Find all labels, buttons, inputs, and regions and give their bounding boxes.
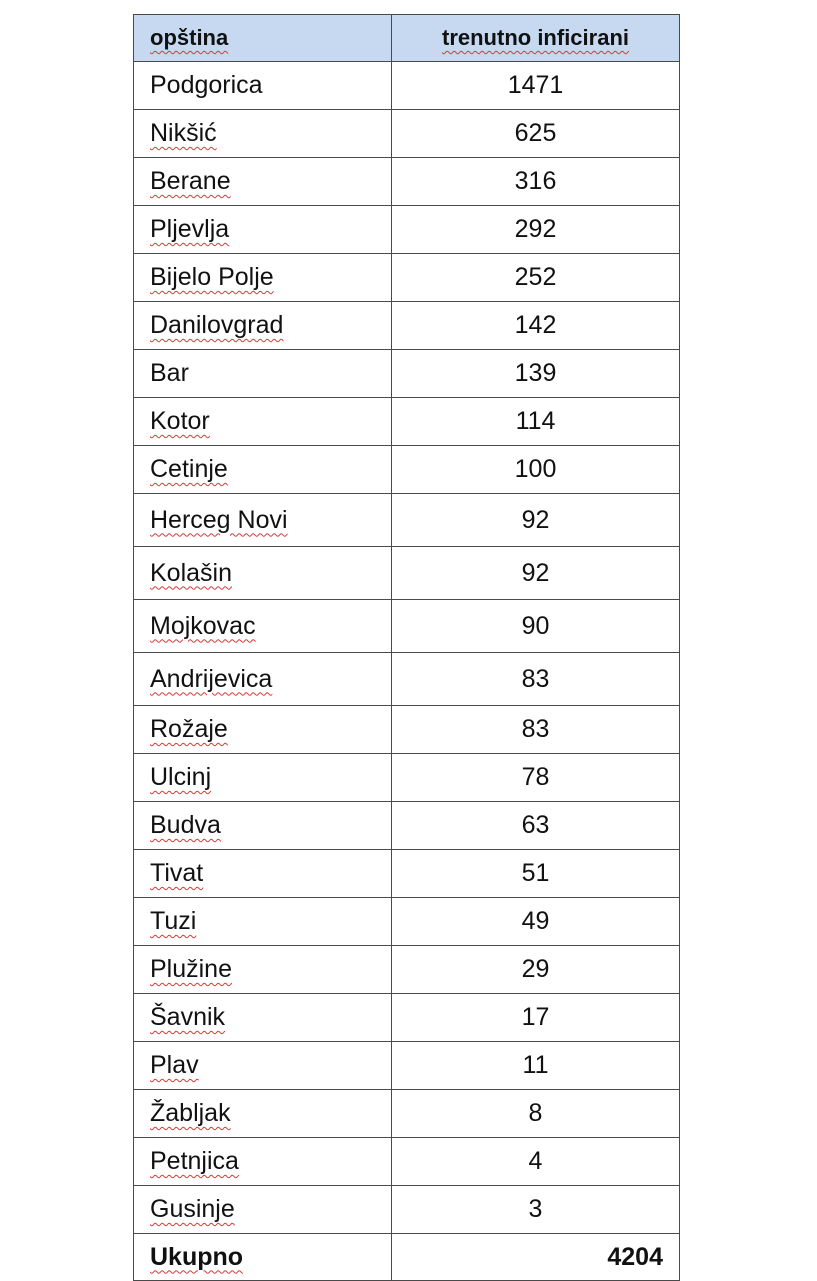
municipality-cell[interactable] xyxy=(134,350,392,398)
infected-count-cell[interactable] xyxy=(392,898,680,946)
municipality-name: Kotor xyxy=(150,407,210,435)
table-row xyxy=(134,494,680,547)
table-row xyxy=(134,1186,680,1234)
municipality-name: Podgorica xyxy=(150,71,263,99)
municipality-cell[interactable] xyxy=(134,946,392,994)
infected-count-cell[interactable] xyxy=(392,1186,680,1234)
infected-count: 90 xyxy=(521,611,550,640)
table-row xyxy=(134,946,680,994)
table-row xyxy=(134,206,680,254)
table-row xyxy=(134,850,680,898)
municipality-name: Pljevlja xyxy=(150,215,230,243)
table-row xyxy=(134,754,680,802)
infected-count-cell[interactable] xyxy=(392,994,680,1042)
infected-count-cell[interactable] xyxy=(392,398,680,446)
municipality-name: Tivat xyxy=(150,859,204,887)
municipality-cell[interactable] xyxy=(134,206,392,254)
municipality-name: Tuzi xyxy=(150,907,197,935)
total-value-cell[interactable] xyxy=(392,1234,680,1281)
infected-count: 51 xyxy=(521,859,550,887)
municipality-cell[interactable] xyxy=(134,1138,392,1186)
municipality-name: Budva xyxy=(150,811,221,839)
infected-count-cell[interactable] xyxy=(392,350,680,398)
table-row xyxy=(134,1090,680,1138)
infected-count: 92 xyxy=(521,505,550,534)
infected-count: 83 xyxy=(521,715,550,743)
municipality-cell[interactable] xyxy=(134,110,392,158)
municipality-cell[interactable] xyxy=(134,302,392,350)
infected-count-cell[interactable] xyxy=(392,1090,680,1138)
infected-count: 114 xyxy=(515,407,556,435)
municipality-cell[interactable] xyxy=(134,446,392,494)
total-value: 4204 xyxy=(607,1242,663,1271)
municipality-name: Mojkovac xyxy=(150,611,256,640)
infected-count-cell[interactable] xyxy=(392,706,680,754)
municipality-name: Rožaje xyxy=(150,715,228,743)
infected-count-cell[interactable] xyxy=(392,110,680,158)
table-row xyxy=(134,110,680,158)
table-row xyxy=(134,158,680,206)
municipality-name: Plav xyxy=(150,1051,199,1079)
municipality-name: Gusinje xyxy=(150,1195,235,1223)
municipality-cell[interactable] xyxy=(134,898,392,946)
infected-count: 625 xyxy=(514,119,557,147)
table-row xyxy=(134,446,680,494)
infected-count: 3 xyxy=(528,1195,543,1223)
municipality-name: Danilovgrad xyxy=(150,311,284,339)
municipality-cell[interactable] xyxy=(134,62,392,110)
total-row xyxy=(134,1234,680,1281)
header-municipality-label: opština xyxy=(150,25,229,50)
infected-count-cell[interactable] xyxy=(392,302,680,350)
municipality-name: Ulcinj xyxy=(150,763,212,791)
municipality-cell[interactable] xyxy=(134,1090,392,1138)
municipality-cell[interactable] xyxy=(134,158,392,206)
table-row xyxy=(134,802,680,850)
infected-by-municipality-table xyxy=(133,14,680,1281)
infected-count-cell[interactable] xyxy=(392,62,680,110)
infected-count: 316 xyxy=(514,167,557,195)
infected-count-cell[interactable] xyxy=(392,206,680,254)
municipality-cell[interactable] xyxy=(134,398,392,446)
table-row xyxy=(134,1042,680,1090)
infected-count-cell[interactable] xyxy=(392,754,680,802)
infected-count: 63 xyxy=(521,811,550,839)
municipality-cell[interactable] xyxy=(134,850,392,898)
infected-count: 78 xyxy=(521,763,550,791)
municipality-name: Nikšić xyxy=(150,119,217,147)
infected-count-cell[interactable] xyxy=(392,1042,680,1090)
municipality-cell[interactable] xyxy=(134,653,392,706)
municipality-name: Plužine xyxy=(150,955,232,983)
table-row xyxy=(134,653,680,706)
table-row xyxy=(134,398,680,446)
infected-count: 49 xyxy=(521,907,550,935)
table-row xyxy=(134,350,680,398)
header-cell-infected[interactable] xyxy=(392,15,680,62)
infected-count-cell[interactable] xyxy=(392,946,680,994)
infected-count: 252 xyxy=(514,263,557,291)
municipality-name: Cetinje xyxy=(150,455,228,483)
municipality-cell[interactable] xyxy=(134,600,392,653)
total-label: Ukupno xyxy=(150,1242,244,1271)
infected-count: 92 xyxy=(521,558,550,587)
infected-count-cell[interactable] xyxy=(392,600,680,653)
municipality-name: Petnjica xyxy=(150,1147,239,1175)
infected-count: 29 xyxy=(521,955,550,983)
municipality-name: Andrijevica xyxy=(150,664,273,693)
municipality-cell[interactable] xyxy=(134,706,392,754)
table-row xyxy=(134,600,680,653)
municipality-name: Šavnik xyxy=(150,1003,226,1031)
municipality-cell[interactable] xyxy=(134,1186,392,1234)
infected-count-cell[interactable] xyxy=(392,547,680,600)
infected-count: 142 xyxy=(514,311,557,339)
table-row xyxy=(134,898,680,946)
infected-count: 83 xyxy=(521,664,550,693)
table-row xyxy=(134,302,680,350)
infected-count-cell[interactable] xyxy=(392,158,680,206)
total-label-cell[interactable] xyxy=(134,1234,392,1281)
municipality-cell[interactable] xyxy=(134,254,392,302)
municipality-cell[interactable] xyxy=(134,994,392,1042)
header-cell-municipality[interactable] xyxy=(134,15,392,62)
infected-count-cell[interactable] xyxy=(392,802,680,850)
infected-count-cell[interactable] xyxy=(392,446,680,494)
infected-count: 11 xyxy=(522,1051,549,1079)
infected-count: 17 xyxy=(521,1003,550,1031)
infected-count: 8 xyxy=(528,1099,543,1127)
municipality-cell[interactable] xyxy=(134,547,392,600)
municipality-name: Žabljak xyxy=(150,1099,231,1127)
table-row xyxy=(134,62,680,110)
infected-count: 139 xyxy=(514,359,557,387)
table-header-row xyxy=(134,15,680,62)
table-row xyxy=(134,706,680,754)
municipality-cell[interactable] xyxy=(134,802,392,850)
table-row xyxy=(134,1138,680,1186)
infected-count-cell[interactable] xyxy=(392,1138,680,1186)
table-row xyxy=(134,547,680,600)
infected-count: 292 xyxy=(514,215,557,243)
infected-count: 4 xyxy=(528,1147,543,1175)
municipality-cell[interactable] xyxy=(134,494,392,547)
municipality-name: Bijelo Polje xyxy=(150,263,274,291)
municipality-name: Bar xyxy=(150,359,189,387)
municipality-cell[interactable] xyxy=(134,1042,392,1090)
header-infected-label: trenutno inficirani xyxy=(442,25,629,50)
infected-count-cell[interactable] xyxy=(392,254,680,302)
municipality-name: Berane xyxy=(150,167,231,195)
municipality-name: Herceg Novi xyxy=(150,505,288,534)
municipality-cell[interactable] xyxy=(134,754,392,802)
table-row xyxy=(134,994,680,1042)
infected-count: 1471 xyxy=(507,71,564,99)
municipality-name: Kolašin xyxy=(150,558,232,587)
spreadsheet-table-container xyxy=(133,14,679,1281)
infected-count-cell[interactable] xyxy=(392,850,680,898)
infected-count-cell[interactable] xyxy=(392,653,680,706)
infected-count: 100 xyxy=(514,455,557,483)
table-row xyxy=(134,254,680,302)
infected-count-cell[interactable] xyxy=(392,494,680,547)
